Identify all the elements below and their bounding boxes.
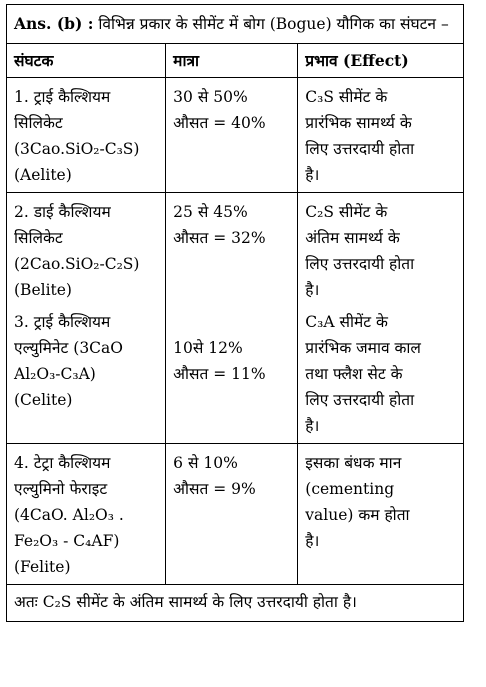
effect-line: इसका बंधक मान bbox=[305, 454, 402, 472]
table-row bbox=[7, 444, 464, 585]
bogue-compounds-table bbox=[6, 4, 464, 622]
effect-line: लिए उत्तरदायी होता bbox=[305, 391, 415, 409]
component-line: 1. ट्राई कैल्शियम bbox=[14, 88, 111, 106]
component-line: (Belite) bbox=[14, 281, 72, 299]
component-line: एल्युमिनो फेराइट bbox=[14, 480, 108, 498]
title-cell bbox=[7, 5, 464, 44]
amount-average: औसत = 9% bbox=[173, 480, 256, 498]
effect-line: है। bbox=[305, 532, 320, 550]
amount-average: औसत = 32% bbox=[173, 229, 266, 247]
effect-line: है। bbox=[305, 166, 320, 184]
effect-line: अंतिम सामर्थ्य के bbox=[305, 229, 400, 247]
bogue-compounds-sheet bbox=[6, 4, 464, 622]
component-line: 4. टेट्रा कैल्शियम bbox=[14, 454, 111, 472]
title-row bbox=[7, 5, 464, 44]
effect-line: C₃A सीमेंट के bbox=[305, 313, 388, 331]
effect-line: है। bbox=[305, 281, 320, 299]
amount-range: 30 से 50% bbox=[173, 88, 248, 106]
amount-range: 10से 12% bbox=[173, 339, 243, 357]
component-cell bbox=[7, 78, 166, 193]
component-line: (Celite) bbox=[14, 391, 73, 409]
header-amount: मात्रा bbox=[166, 44, 298, 78]
component-line: (2Cao.SiO₂-C₂S) bbox=[14, 255, 140, 273]
effect-line: है। bbox=[305, 417, 320, 435]
footer-row bbox=[7, 585, 464, 622]
effect-cell bbox=[298, 78, 464, 193]
component-line: सिलिकेट bbox=[14, 229, 63, 247]
component-line: एल्युमिनेट (3CaO bbox=[14, 339, 123, 357]
amount-cell bbox=[166, 78, 298, 193]
amount-average: औसत = 40% bbox=[173, 114, 266, 132]
component-line: (Aelite) bbox=[14, 166, 72, 184]
component-line: (Felite) bbox=[14, 558, 71, 576]
amount-range: 6 से 10% bbox=[173, 454, 238, 472]
title-text: विभिन्न प्रकार के सीमेंट में बोग (Bogue) यौगिक का संघटन – bbox=[98, 15, 449, 33]
amount-average: औसत = 11% bbox=[173, 365, 266, 383]
effect-cell bbox=[298, 444, 464, 585]
effect-line: C₂S सीमेंट के bbox=[305, 203, 388, 221]
amount-cell bbox=[166, 444, 298, 585]
table-row bbox=[7, 78, 464, 193]
component-line: सिलिकेट bbox=[14, 114, 63, 132]
component-line: 3. ट्राई कैल्शियम bbox=[14, 313, 111, 331]
component-cell bbox=[7, 193, 166, 444]
effect-line: लिए उत्तरदायी होता bbox=[305, 255, 415, 273]
component-line: (3Cao.SiO₂-C₃S) bbox=[14, 140, 140, 158]
component-line: Al₂O₃-C₃A) bbox=[14, 365, 96, 383]
effect-line: value) कम होता bbox=[305, 506, 410, 524]
effect-cell bbox=[298, 193, 464, 444]
effect-line: प्रारंभिक जमाव काल bbox=[305, 339, 421, 357]
header-effect: प्रभाव (Effect) bbox=[298, 44, 464, 78]
effect-line: तथा फ्लैश सेट के bbox=[305, 365, 403, 383]
component-line: (4CaO. Al₂O₃ . bbox=[14, 506, 124, 524]
header-row bbox=[7, 44, 464, 78]
component-line: Fe₂O₃ - C₄AF) bbox=[14, 532, 120, 550]
table-row bbox=[7, 193, 464, 444]
amount-cell bbox=[166, 193, 298, 444]
effect-line: प्रारंभिक सामर्थ्य के bbox=[305, 114, 412, 132]
conclusion-text: अतः C₂S सीमेंट के अंतिम सामर्थ्य के लिए उत्तरदायी होता है। bbox=[7, 585, 464, 622]
component-cell bbox=[7, 444, 166, 585]
header-component: संघटक bbox=[7, 44, 166, 78]
effect-line: C₃S सीमेंट के bbox=[305, 88, 388, 106]
effect-line: लिए उत्तरदायी होता bbox=[305, 140, 415, 158]
answer-label: Ans. (b) : bbox=[14, 14, 94, 33]
amount-range: 25 से 45% bbox=[173, 203, 248, 221]
component-line: 2. डाई कैल्शियम bbox=[14, 203, 111, 221]
effect-line: (cementing bbox=[305, 480, 395, 498]
